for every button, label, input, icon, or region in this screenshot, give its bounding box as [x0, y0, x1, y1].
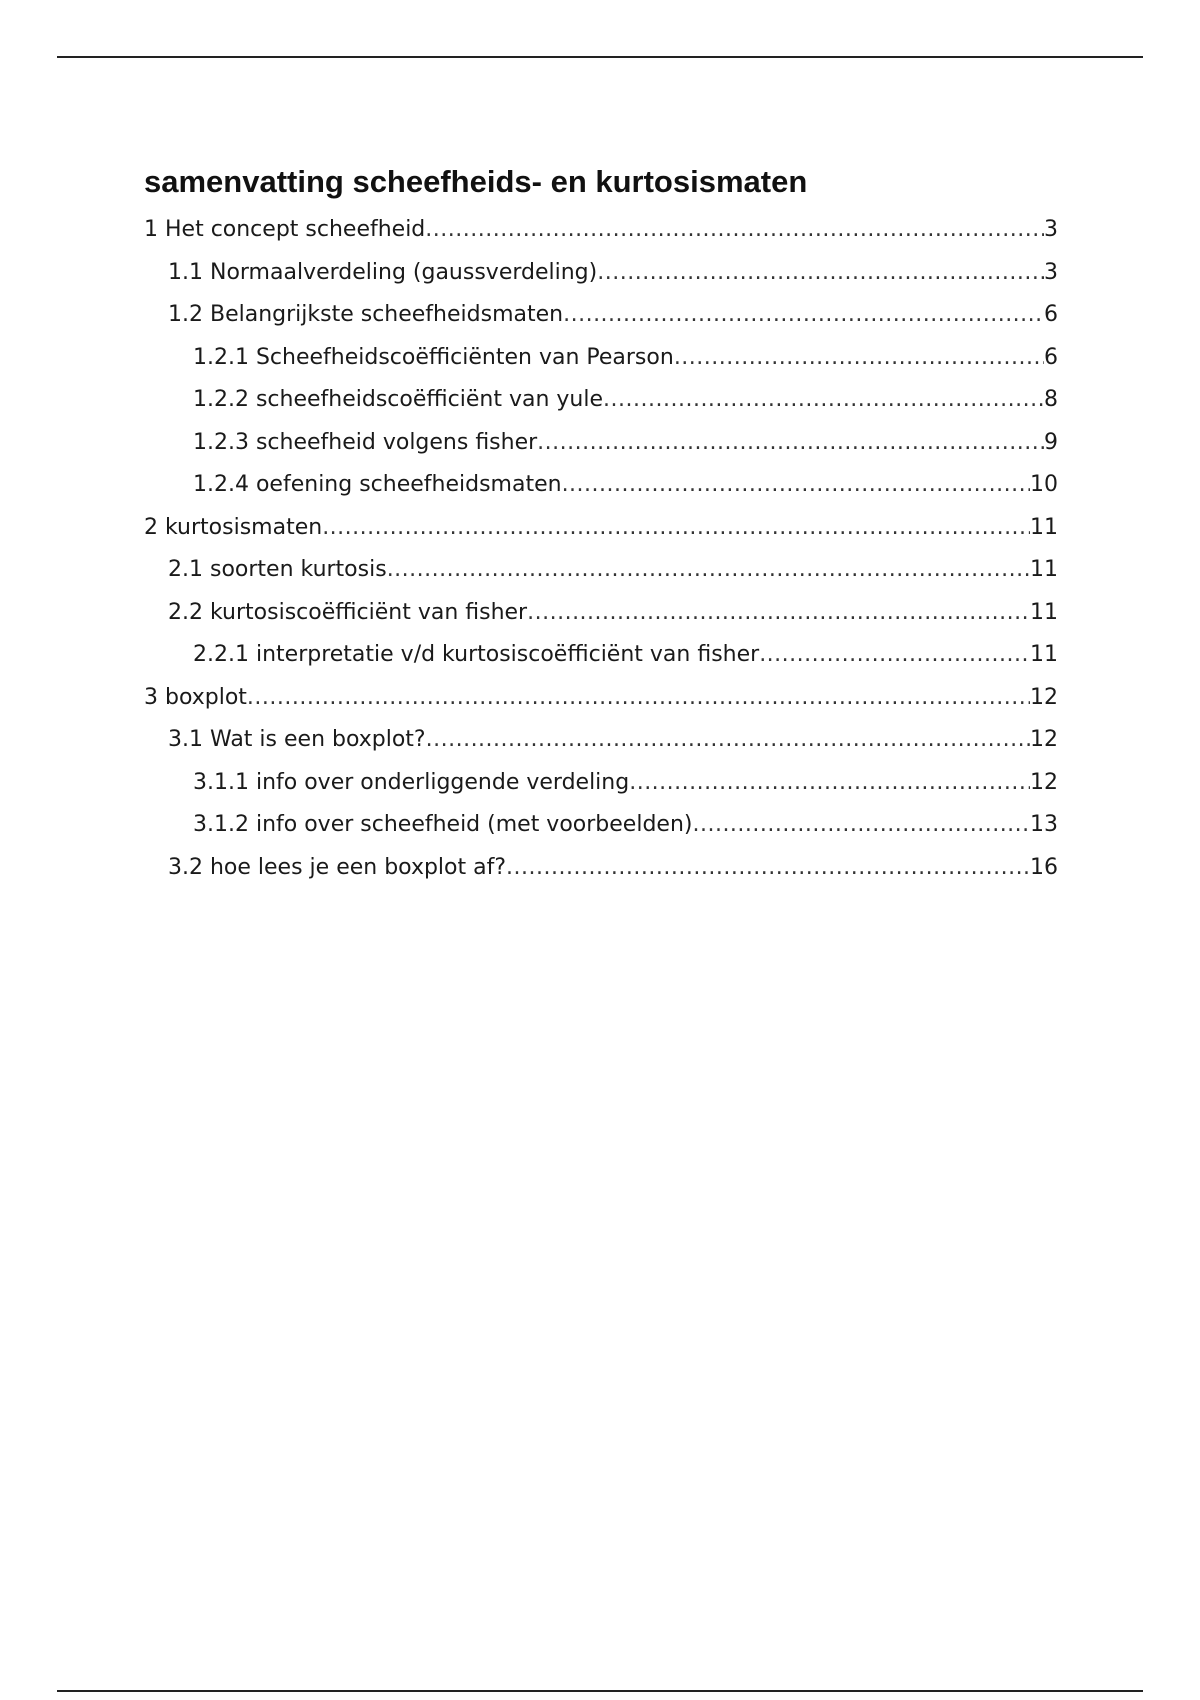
toc-entry-label: 3.1.1 info over onderliggende verdeling [193, 769, 630, 795]
toc-entry[interactable] [144, 300, 1058, 343]
toc-page-number: 13 [1030, 812, 1058, 837]
toc-entry[interactable] [144, 640, 1058, 683]
toc-dot-leader [692, 810, 1030, 840]
toc-entry[interactable] [144, 215, 1058, 258]
toc-dot-leader [527, 598, 1030, 628]
toc-page-number: 3 [1044, 217, 1058, 242]
toc-dot-leader [426, 725, 1030, 755]
toc-entry-label: 1.2.3 scheefheid volgens fisher [193, 429, 538, 455]
toc-entry-label: 3.2 hoe lees je een boxplot af? [168, 854, 507, 880]
toc-entry-label: 2.2 kurtosiscoëfficiënt van fisher [168, 599, 528, 625]
toc-entry[interactable] [144, 428, 1058, 471]
toc-entry-label: 3.1.2 info over scheefheid (met voorbeelden) [193, 812, 693, 837]
toc-page-number: 6 [1044, 302, 1058, 327]
toc-page-number: 12 [1030, 769, 1058, 795]
toc-dot-leader [425, 215, 1044, 245]
toc-page-number: 11 [1030, 642, 1058, 667]
toc-page-number: 6 [1044, 344, 1058, 370]
toc-page-number: 16 [1030, 854, 1058, 880]
toc-dot-leader [537, 428, 1044, 458]
toc-page-number: 11 [1030, 514, 1058, 540]
toc-dot-leader [506, 853, 1030, 883]
document-title: samenvatting scheefheids- en kurtosismaten [144, 164, 808, 199]
toc-dot-leader [247, 683, 1030, 713]
toc-dot-leader [597, 258, 1044, 288]
toc-dot-leader [629, 768, 1030, 798]
toc-entry[interactable] [144, 683, 1058, 726]
toc-dot-leader [387, 555, 1030, 585]
toc-list [144, 215, 1058, 895]
toc-dot-leader [759, 640, 1030, 670]
toc-dot-leader [563, 300, 1044, 330]
table-of-contents [144, 162, 1058, 895]
toc-entry[interactable] [144, 725, 1058, 768]
toc-page-number: 8 [1044, 387, 1058, 412]
toc-entry-label: 1.1 Normaalverdeling (gaussverdeling) [168, 259, 598, 285]
toc-entry[interactable] [144, 385, 1058, 428]
toc-entry[interactable] [144, 768, 1058, 811]
toc-entry-label: 1 Het concept scheefheid [144, 217, 426, 242]
toc-entry[interactable] [144, 598, 1058, 641]
toc-page-number: 11 [1030, 599, 1058, 625]
toc-page-number: 3 [1044, 259, 1058, 285]
toc-dot-leader [674, 343, 1044, 373]
toc-entry-label: 2.1 soorten kurtosis [168, 557, 387, 582]
toc-entry[interactable] [144, 258, 1058, 301]
toc-entry[interactable] [144, 470, 1058, 513]
toc-entry-label: 1.2.4 oefening scheefheidsmaten [193, 472, 562, 497]
toc-entry-label: 1.2.2 scheefheidscoëfficiënt van yule [193, 387, 604, 412]
toc-entry-label: 3.1 Wat is een boxplot? [168, 727, 426, 752]
toc-entry-label: 1.2 Belangrijkste scheefheidsmaten [168, 302, 564, 327]
toc-entry-label: 2 kurtosismaten [144, 514, 323, 540]
toc-entry[interactable] [144, 555, 1058, 598]
toc-entry[interactable] [144, 343, 1058, 386]
toc-entry[interactable] [144, 810, 1058, 853]
toc-dot-leader [562, 470, 1030, 500]
toc-entry[interactable] [144, 853, 1058, 896]
toc-page-number: 12 [1030, 727, 1058, 752]
toc-entry[interactable] [144, 513, 1058, 556]
toc-entry-label: 3 boxplot [144, 684, 247, 710]
toc-page-number: 11 [1030, 557, 1058, 582]
toc-entry-label: 1.2.1 Scheefheidscoëfficiënten van Pearson [193, 344, 674, 370]
toc-entry-label: 2.2.1 interpretatie v/d kurtosiscoëfficiënt van fisher [193, 642, 760, 667]
toc-page-number: 10 [1030, 472, 1058, 497]
toc-page-number: 9 [1044, 429, 1058, 455]
toc-dot-leader [322, 513, 1030, 543]
header-rule [57, 56, 1143, 58]
toc-dot-leader [603, 385, 1044, 415]
toc-page-number: 12 [1030, 684, 1058, 710]
footer-rule [57, 1690, 1143, 1692]
